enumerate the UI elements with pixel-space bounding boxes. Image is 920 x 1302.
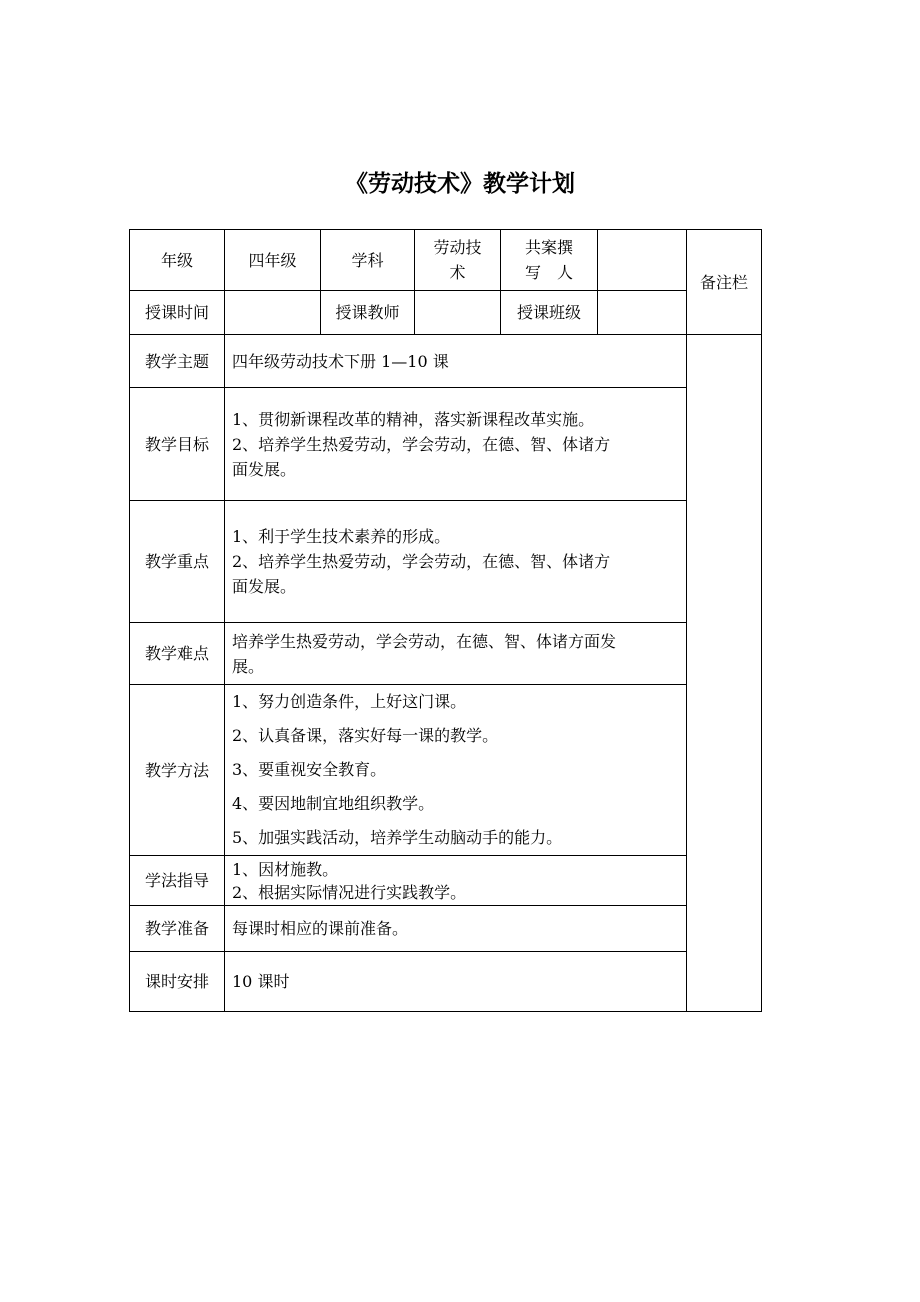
grade-label: 年级 xyxy=(130,230,225,291)
subject-value xyxy=(415,230,501,291)
row-preparation xyxy=(130,906,762,952)
subject-value-line: 劳动技 xyxy=(433,238,482,257)
time-label: 授课时间 xyxy=(130,291,225,335)
methods-line: 3、要重视安全教育。 xyxy=(232,760,387,779)
preparation-label: 教学准备 xyxy=(130,906,225,952)
guidance-label: 学法指导 xyxy=(130,856,225,906)
coauthor-label-line: 写 人 xyxy=(524,263,573,282)
schedule-line: 10 课时 xyxy=(232,972,290,991)
row-schedule xyxy=(130,952,762,1012)
schedule-content xyxy=(225,952,687,1012)
guidance-line: 2、根据实际情况进行实践教学。 xyxy=(232,882,467,902)
class-label: 授课班级 xyxy=(501,291,598,335)
goals-line: 面发展。 xyxy=(232,459,297,479)
teaching-plan-table xyxy=(129,229,762,1012)
row-difficulty xyxy=(130,623,762,685)
methods-line: 2、认真备课，落实好每一课的教学。 xyxy=(232,726,499,745)
row-guidance xyxy=(130,856,762,906)
header-row-time xyxy=(130,291,762,335)
page-title: 《劳动技术》教学计划 xyxy=(345,171,575,197)
teacher-label: 授课教师 xyxy=(321,291,415,335)
theme-content xyxy=(225,335,687,388)
methods-label: 教学方法 xyxy=(130,685,225,856)
row-methods xyxy=(130,685,762,856)
preparation-line: 每课时相应的课前准备。 xyxy=(232,919,409,938)
methods-line: 1、努力创造条件，上好这门课。 xyxy=(232,692,467,711)
difficulty-line: 培养学生热爱劳动，学会劳动，在德、智、体诸方面发 xyxy=(232,631,617,651)
subject-label: 学科 xyxy=(321,230,415,291)
preparation-content xyxy=(225,906,687,952)
guidance-content xyxy=(225,856,687,906)
focus-line: 1、利于学生技术素养的形成。 xyxy=(232,527,451,546)
focus-content xyxy=(225,501,687,623)
schedule-label: 课时安排 xyxy=(130,952,225,1012)
time-value xyxy=(225,291,321,335)
remarks-column xyxy=(687,335,762,1012)
row-theme xyxy=(130,335,762,388)
coauthor-label-line: 共案撰 xyxy=(524,238,573,257)
remarks-label: 备注栏 xyxy=(687,230,762,335)
difficulty-line: 展。 xyxy=(232,656,265,676)
goals-line: 1、贯彻新课程改革的精神，落实新课程改革实施。 xyxy=(232,409,595,429)
theme-line: 四年级劳动技术下册 1—10 课 xyxy=(232,351,449,371)
methods-content xyxy=(225,685,687,856)
difficulty-label: 教学难点 xyxy=(130,623,225,685)
coauthor-label xyxy=(501,230,598,291)
focus-line: 2、培养学生热爱劳动，学会劳动，在德、智、体诸方 xyxy=(232,552,611,571)
goals-label: 教学目标 xyxy=(130,388,225,501)
focus-line: 面发展。 xyxy=(232,577,297,596)
methods-line: 4、要因地制宜地组织教学。 xyxy=(232,794,435,813)
header-row-grade xyxy=(130,230,762,291)
coauthor-value xyxy=(598,230,687,291)
class-value xyxy=(598,291,687,335)
grade-value: 四年级 xyxy=(225,230,321,291)
focus-label: 教学重点 xyxy=(130,501,225,623)
goals-line: 2、培养学生热爱劳动，学会劳动，在德、智、体诸方 xyxy=(232,434,611,454)
guidance-line: 1、因材施教。 xyxy=(232,859,339,879)
theme-label: 教学主题 xyxy=(130,335,225,388)
difficulty-content xyxy=(225,623,687,685)
teacher-value xyxy=(415,291,501,335)
row-goals xyxy=(130,388,762,501)
row-focus xyxy=(130,501,762,623)
methods-line: 5、加强实践活动，培养学生动脑动手的能力。 xyxy=(232,828,563,847)
subject-value-line: 术 xyxy=(449,263,466,282)
goals-content xyxy=(225,388,687,501)
